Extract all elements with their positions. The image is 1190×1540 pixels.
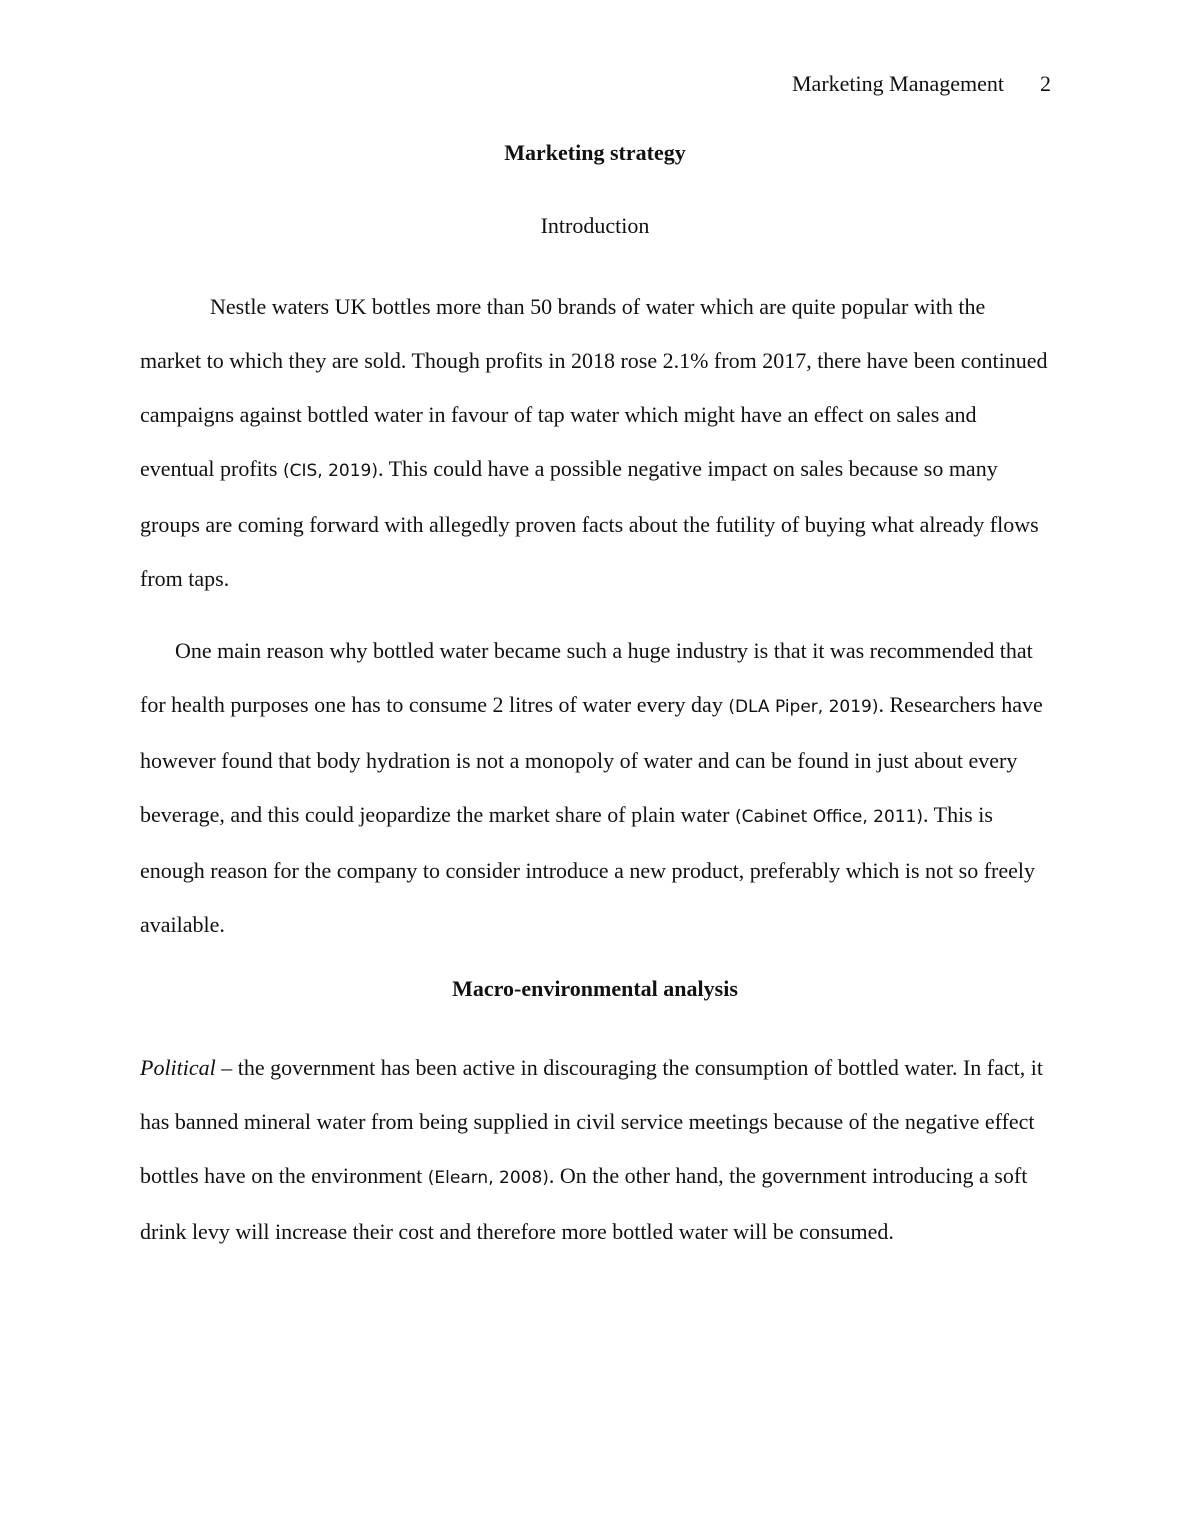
- paragraph-text: One main reason why bottled water became such a huge industry is that it was recommended that for health purposes one has to consume 2 litres of water every day: [140, 638, 1033, 717]
- paragraph-text: . On the other hand, the government introducing a soft drink levy will increase their cost and therefore more bottled water will be consumed.: [140, 1163, 1028, 1244]
- citation: (Elearn, 2008): [427, 1168, 549, 1188]
- intro-heading: Introduction: [540, 213, 650, 238]
- paragraph-text: . Researchers have however found that body hydration is not a monopoly of water and can be found in just about every beverage, and this could jeopardize the market share of plain water: [140, 692, 1043, 827]
- document-body: [140, 136, 1050, 1259]
- page-number: 2: [1040, 71, 1051, 96]
- paragraph-intro-2: [140, 624, 1050, 952]
- running-title: Marketing Management: [792, 71, 1004, 96]
- citation: (CIS, 2019): [282, 461, 378, 481]
- paragraph-text: Nestle waters UK bottles more than 50 brands of water which are quite popular with the market to which they are sold. Though profits in 2018 rose 2.1% from 2017, there have been continued campaigns against bottled water in favour of tap water which might have an effect on sales and eventual profits: [140, 294, 1048, 481]
- running-header: [792, 70, 1051, 98]
- citation: (Cabinet Office, 2011): [734, 807, 924, 827]
- paragraph-text: – the government has been active in discouraging the consumption of bottled water. In fact, it has banned mineral water from being supplied in civil service meetings because of the negative effect bottles have on the environment: [140, 1055, 1043, 1188]
- citation: (DLA Piper, 2019): [728, 697, 879, 717]
- paragraph-text: . This could have a possible negative impact on sales because so many groups are coming forward with allegedly proven facts about the futility of buying what already flows from taps.: [140, 456, 1039, 591]
- paragraph-political: [140, 1041, 1050, 1259]
- macro-heading: Macro-environmental analysis: [452, 976, 738, 1001]
- political-lead: Political: [140, 1055, 216, 1080]
- paragraph-text: . This is enough reason for the company to consider introduce a new product, preferably which is not so freely available.: [140, 802, 1035, 937]
- document-title: Marketing strategy: [504, 140, 686, 165]
- paragraph-intro-1: [140, 280, 1050, 606]
